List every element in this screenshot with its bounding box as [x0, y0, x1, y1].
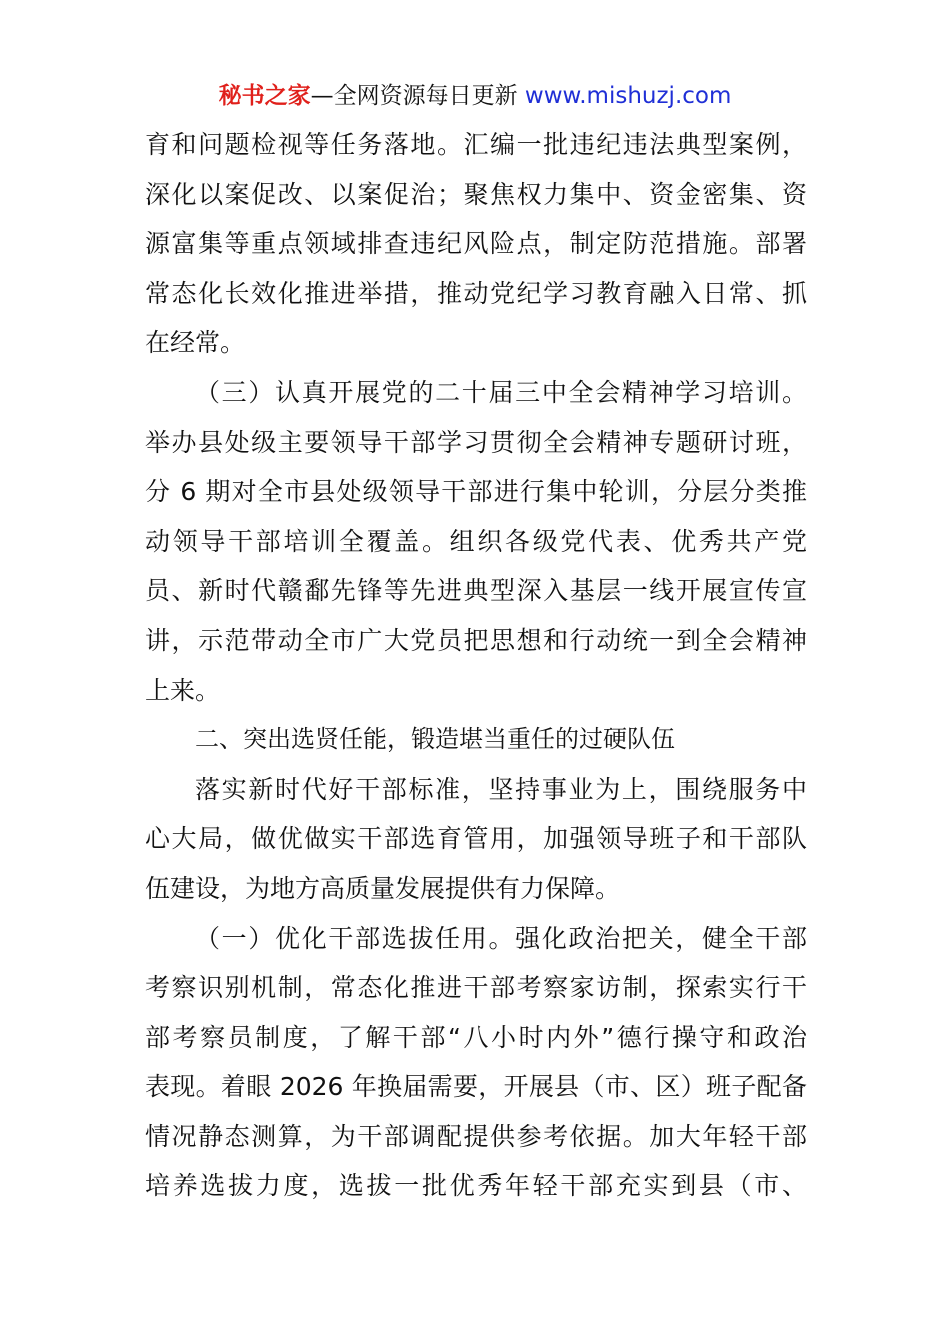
text-line: 部考察员制度，了解干部“八小时内外”德行操守和政治 — [145, 1022, 807, 1052]
text-line: 分 6 期对全市县处级领导干部进行集中轮训，分层分类推 — [145, 477, 807, 507]
site-brand: 秘书之家 — [218, 83, 311, 109]
text-line: 落实新时代好干部标准，坚持事业为上，围绕服务中 — [195, 774, 807, 804]
text-line: 育和问题检视等任务落地。汇编一批违纪违法典型案例， — [145, 130, 807, 159]
site-tagline: —全网资源每日更新 — [310, 83, 525, 109]
text-line: 心大局，做优做实干部选育管用，加强领导班子和干部队 — [145, 824, 807, 854]
text-line: 讲，示范带动全市广大党员把思想和行动统一到全会精神 — [145, 625, 807, 655]
text-line: 培养选拔力度，选拔一批优秀年轻干部充实到县（市、 — [145, 1171, 807, 1201]
text-line: 考察识别机制，常态化推进干部考察家访制，探索实行干 — [145, 973, 807, 1003]
text-line: 源富集等重点领域排查违纪风险点，制定防范措施。部署 — [145, 229, 807, 259]
site-url-link[interactable]: www.mishuzj.com — [524, 83, 732, 109]
text-line: 情况静态测算，为干部调配提供参考依据。加大年轻干部 — [145, 1121, 807, 1151]
text-line: 伍建设，为地方高质量发展提供有力保障。 — [145, 873, 621, 903]
section-heading: （三）认真开展党的二十届三中全会精神学习培训。 — [195, 377, 807, 407]
text-line: 常态化长效化推进举措，推动党纪学习教育融入日常、抓 — [145, 278, 807, 308]
text-line: 员、新时代赣鄱先锋等先进典型深入基层一线开展宣传宣 — [145, 576, 807, 606]
page-header — [0, 80, 950, 112]
text-line: 举办县处级主要领导干部学习贯彻全会精神专题研讨班， — [145, 427, 807, 457]
section-heading: （一）优化干部选拔任用。强化政治把关，健全干部 — [195, 923, 807, 953]
text-line: 上来。 — [145, 675, 221, 705]
document-body — [145, 120, 807, 1211]
text-line: 深化以案促改、以案促治；聚焦权力集中、资金密集、资 — [145, 179, 807, 209]
text-line: 表现。着眼 2026 年换届需要，开展县（市、区）班子配备 — [145, 1072, 807, 1102]
text-line: 在经常。 — [145, 328, 246, 358]
text-line: 动领导干部培训全覆盖。组织各级党代表、优秀共产党 — [145, 526, 807, 556]
chapter-heading: 二、突出选贤任能，锻造堪当重任的过硬队伍 — [195, 725, 675, 754]
